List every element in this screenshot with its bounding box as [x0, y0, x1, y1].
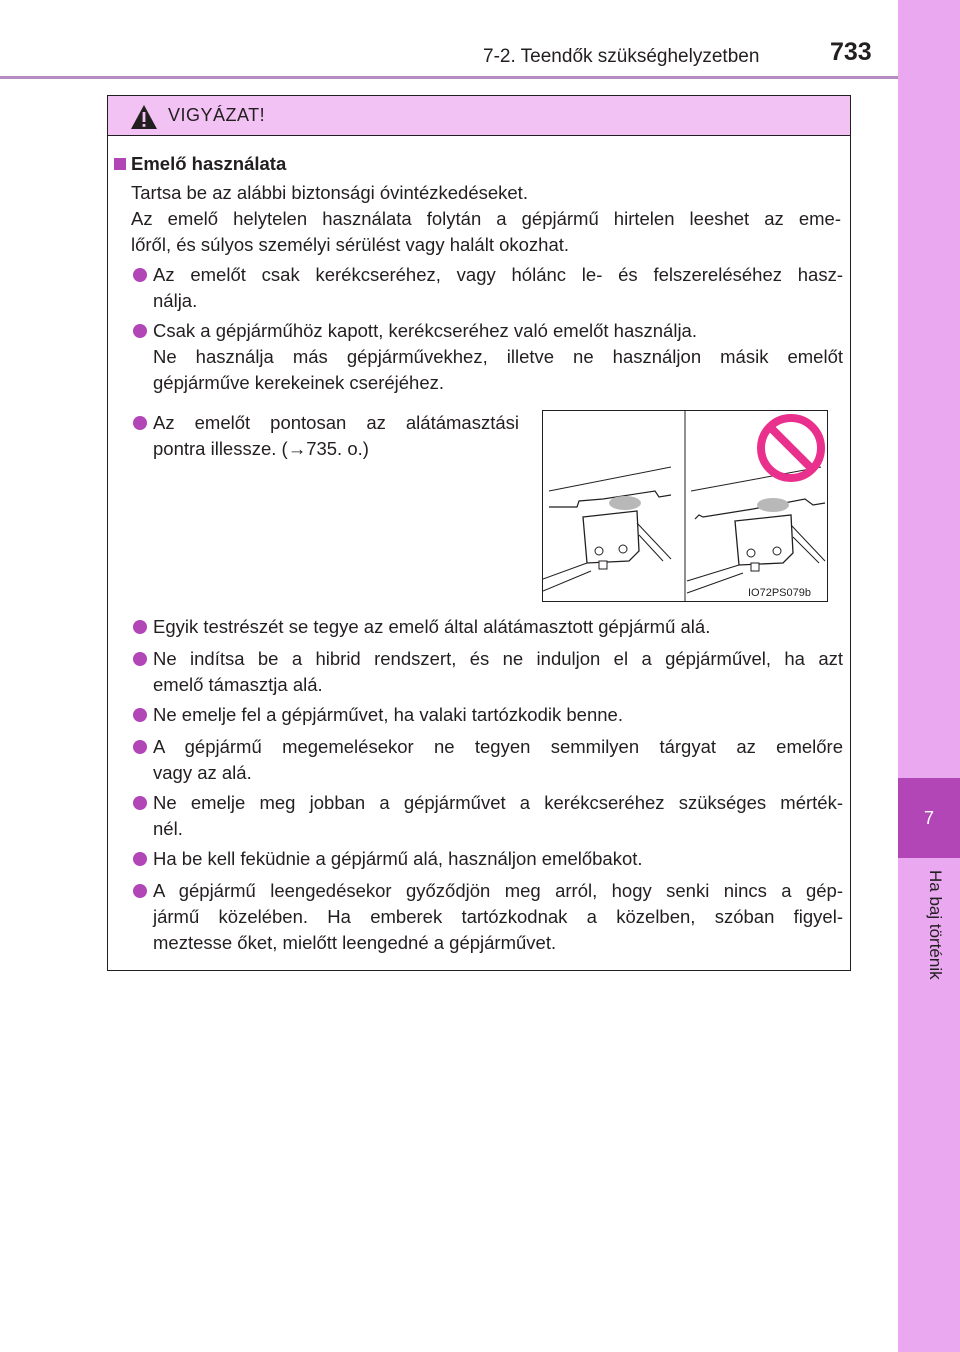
warning-title: VIGYÁZAT!	[168, 105, 266, 125]
bullet-dot-icon	[133, 652, 147, 666]
prohibition-icon	[761, 418, 821, 478]
bullet-line: Ne emelje meg jobban a gépjárművet a kerékcseréhez szükséges mérték-	[153, 792, 843, 813]
bullet-line: Egyik testrészét se tegye az emelő által alátámasztott gépjármű alá.	[153, 616, 711, 637]
bullet-line: Az emelőt csak kerékcseréhez, vagy hólánc le- és felszereléséhez hasz-	[153, 264, 843, 285]
chapter-number-tab	[898, 778, 960, 858]
bullet-line: A gépjármű leengedésekor győződjön meg arról, hogy senki nincs a gép-	[153, 880, 843, 901]
figure-code: IO72PS079b	[748, 587, 811, 599]
page-number: 733	[830, 38, 872, 66]
bullet-line: nálja.	[153, 290, 198, 311]
chapter-number: 7	[923, 807, 934, 828]
bullet-line: Csak a gépjárműhöz kapott, kerékcseréhez való emelőt használja.	[153, 320, 697, 341]
bullet-dot-icon	[133, 852, 147, 866]
bullet-dot-icon	[133, 708, 147, 722]
jack-placement-figure	[542, 410, 828, 602]
bullet-line: nél.	[153, 818, 183, 839]
bullet-dot-icon	[133, 324, 147, 338]
bullet-dot-icon	[133, 740, 147, 754]
bullet-line: meztesse őket, mielőtt leengedné a gépjárművet.	[153, 932, 557, 953]
bullet-line: emelő támasztja alá.	[153, 674, 323, 695]
intro-line: Tartsa be az alábbi biztonsági óvintézkedéseket.	[131, 182, 528, 203]
bullet-line: Ne használja más gépjárművekhez, illetve ne használjon másik emelőt	[153, 346, 843, 367]
chapter-side-strip	[898, 0, 960, 1352]
bullet-dot-icon	[133, 796, 147, 810]
intro-line: Az emelő helytelen használata folytán a gépjármű hirtelen leeshet az eme-	[131, 208, 841, 229]
header-section-title: 7-2. Teendők szükséghelyzetben	[483, 46, 760, 67]
jack-illustration	[543, 411, 827, 601]
bullet-dot-icon	[133, 268, 147, 282]
bullet-line: Ne emelje fel a gépjárművet, ha valaki tartózkodik benne.	[153, 704, 623, 725]
bullet-line: Ha be kell feküdnie a gépjármű alá, használjon emelőbakot.	[153, 848, 643, 869]
bullet-line: vagy az alá.	[153, 762, 252, 783]
bullet-dot-icon	[133, 620, 147, 634]
chapter-title: Ha baj történik	[926, 870, 945, 980]
intro-line: lőről, és súlyos személyi sérülést vagy halált okozhat.	[131, 234, 570, 255]
bullet-line: Ne indítsa be a hibrid rendszert, és ne induljon el a gépjárművel, ha azt	[153, 648, 843, 669]
bullet-line: Az emelőt pontosan az alátámasztási	[153, 412, 519, 433]
bullet-line: gépjárműve kerekeinek cseréjéhez.	[153, 372, 445, 393]
warning-header	[108, 96, 850, 136]
bullet-dot-icon	[133, 416, 147, 430]
warning-triangle-icon	[130, 104, 158, 130]
header-rule	[0, 76, 898, 79]
section-square-icon	[114, 158, 126, 170]
bullet-dot-icon	[133, 884, 147, 898]
bullet-line: A gépjármű megemelésekor ne tegyen semmilyen tárgyat az emelőre	[153, 736, 843, 757]
bullet-line: pontra illessze. (→735. o.)	[153, 438, 369, 459]
bullet-line: jármű közelében. Ha emberek tartózkodnak a közelben, szóban figyel-	[153, 906, 843, 927]
section-title: Emelő használata	[131, 153, 287, 174]
